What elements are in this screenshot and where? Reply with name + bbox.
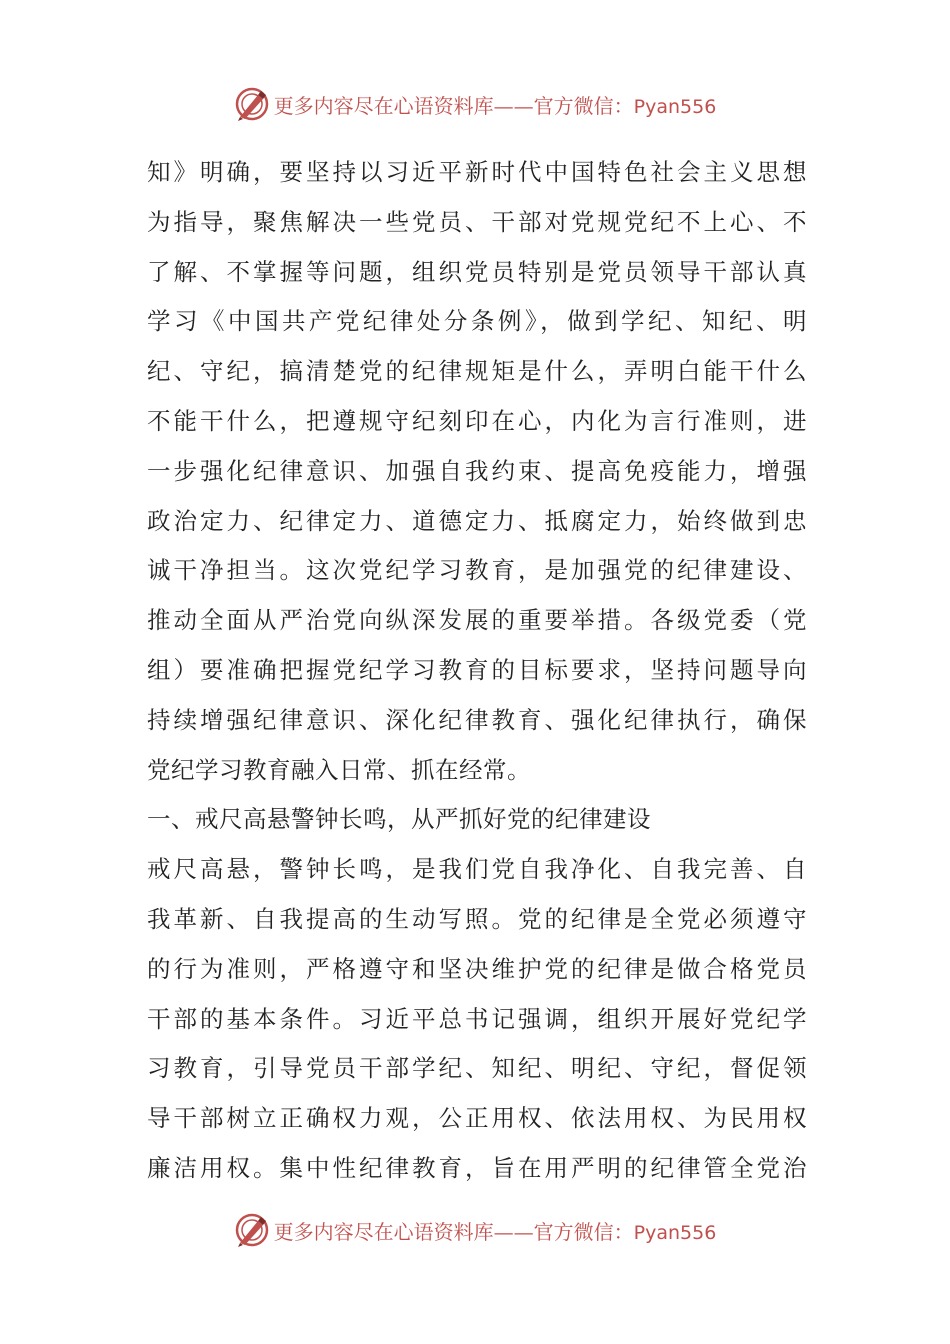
- text-line: 的行为准则，严格遵守和坚决维护党的纪律是做合格党员: [147, 954, 807, 983]
- section-heading: 一、戒尺高悬警钟长鸣，从严抓好党的纪律建设: [147, 805, 651, 834]
- text-line: 学习《中国共产党纪律处分条例》，做到学纪、知纪、明: [147, 307, 807, 336]
- header-watermark: [0, 82, 950, 126]
- text-line: 戒尺高悬，警钟长鸣，是我们党自我净化、自我完善、自: [147, 855, 807, 884]
- watermark-account: Pyan556: [633, 1221, 717, 1244]
- text-line: 了解、不掌握等问题，组织党员特别是党员领导干部认真: [147, 257, 807, 286]
- text-line: 纪、守纪，搞清楚党的纪律规矩是什么，弄明白能干什么: [147, 357, 807, 386]
- watermark-account: Pyan556: [633, 95, 717, 118]
- text-line: 习教育，引导党员干部学纪、知纪、明纪、守纪，督促领: [147, 1054, 807, 1083]
- watermark-prefix: 更多内容尽在心语资料库: [273, 93, 494, 118]
- text-line: 知》明确，要坚持以习近平新时代中国特色社会主义思想: [147, 158, 807, 186]
- watermark-prefix: 更多内容尽在心语资料库: [273, 1219, 494, 1244]
- text-line: 持续增强纪律意识、深化纪律教育、强化纪律执行，确保: [147, 705, 807, 734]
- pen-logo-icon: [234, 1212, 270, 1248]
- paragraph-end-line: 党纪学习教育融入日常、抓在经常。: [147, 755, 531, 784]
- text-line: 政治定力、纪律定力、道德定力、抵腐定力，始终做到忠: [147, 506, 807, 535]
- text-line: 导干部树立正确权力观，公正用权、依法用权、为民用权: [147, 1104, 807, 1133]
- pen-logo-icon: [234, 86, 270, 122]
- watermark-label: 官方微信：: [533, 1219, 634, 1244]
- text-line: 干部的基本条件。习近平总书记强调，组织开展好党纪学: [147, 1004, 807, 1033]
- watermark-text: [274, 90, 717, 119]
- text-line: 为指导，聚焦解决一些党员、干部对党规党纪不上心、不: [147, 207, 807, 236]
- text-line: 不能干什么，把遵规守纪刻印在心，内化为言行准则，进: [147, 406, 807, 435]
- text-line: 组）要准确把握党纪学习教育的目标要求，坚持问题导向: [147, 655, 807, 684]
- footer-watermark: [0, 1208, 950, 1252]
- watermark-label: 官方微信：: [533, 93, 634, 118]
- text-line: 廉洁用权。集中性纪律教育，旨在用严明的纪律管全党治: [147, 1153, 807, 1182]
- article-body: [147, 148, 807, 1194]
- watermark-dash: ——: [493, 1219, 534, 1244]
- text-line: 我革新、自我提高的生动写照。党的纪律是全党必须遵守: [147, 904, 807, 933]
- watermark-dash: ——: [493, 93, 534, 118]
- text-line: 一步强化纪律意识、加强自我约束、提高免疫能力，增强: [147, 456, 807, 485]
- text-line: 推动全面从严治党向纵深发展的重要举措。各级党委（党: [147, 606, 807, 635]
- text-line: 诚干净担当。这次党纪学习教育，是加强党的纪律建设、: [147, 556, 807, 585]
- watermark-text: [274, 1216, 717, 1245]
